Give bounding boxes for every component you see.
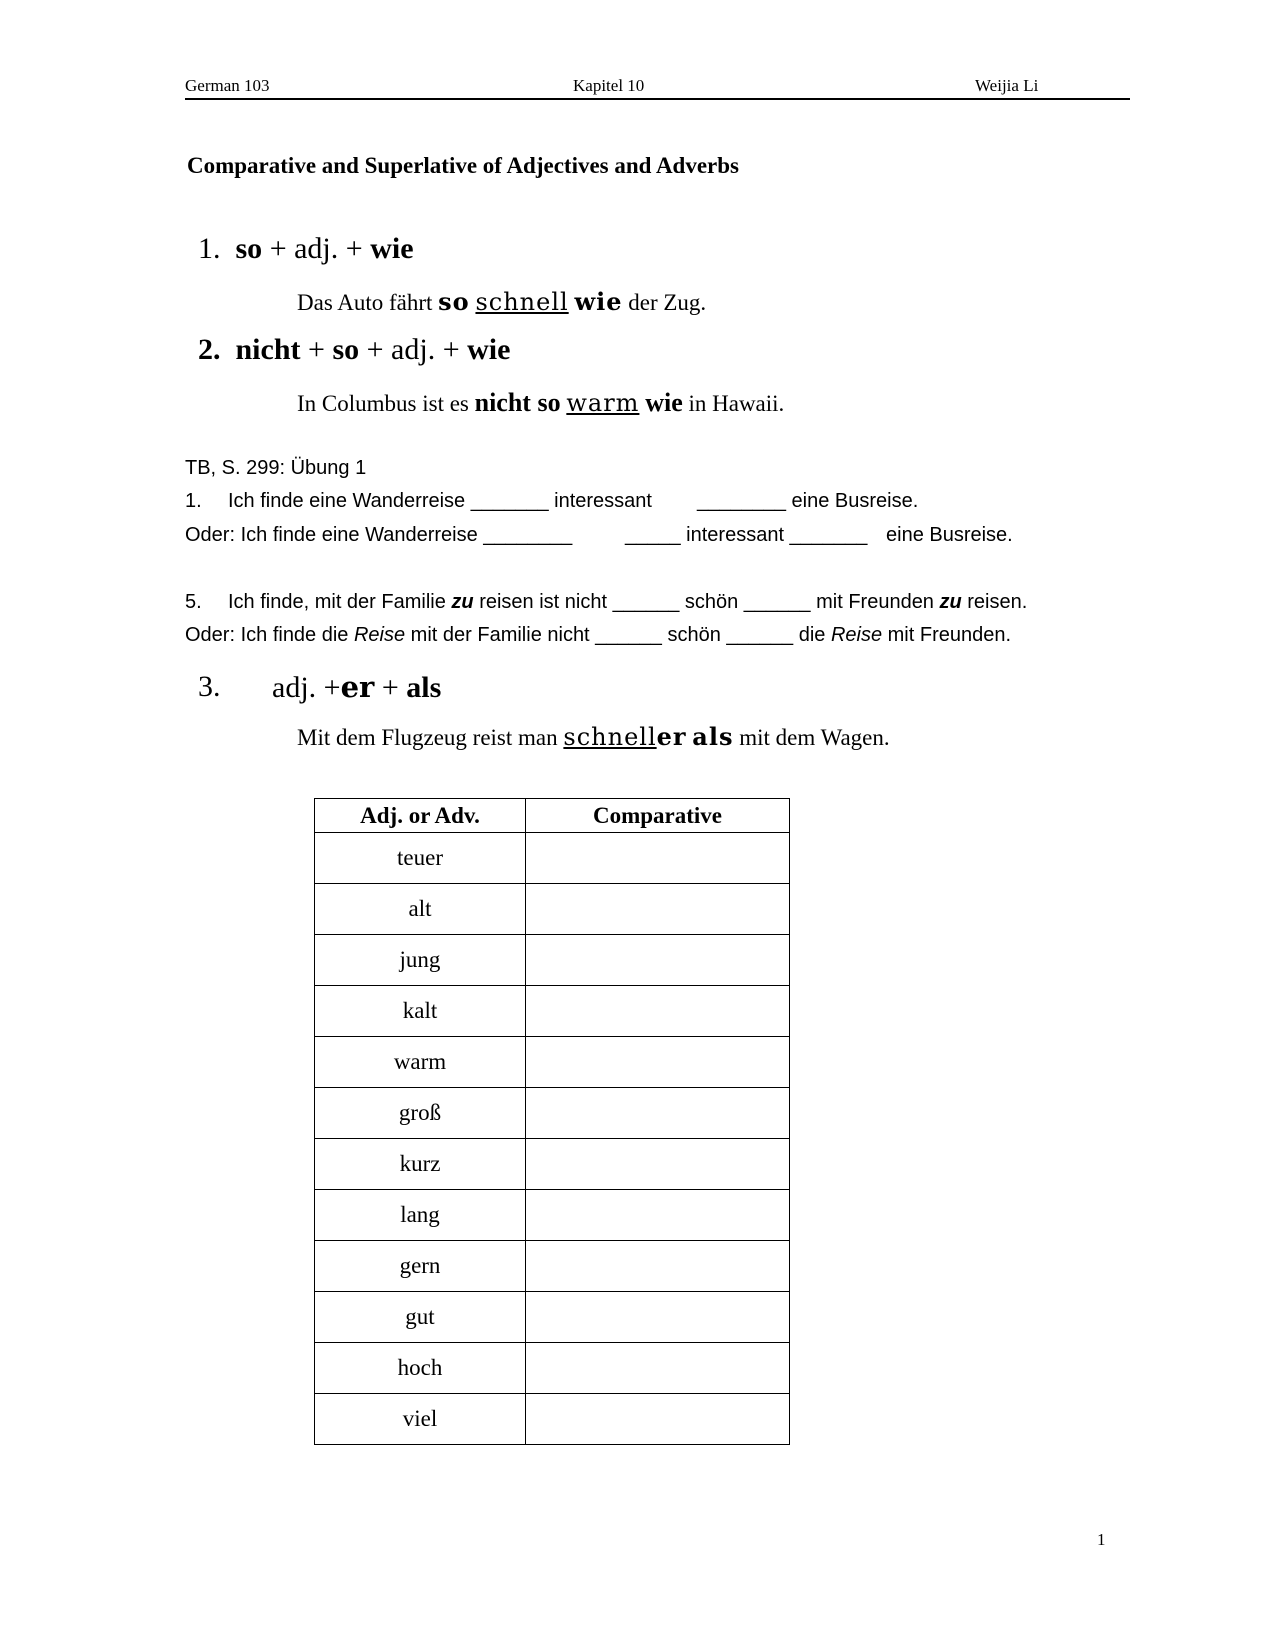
exercise-5-zu-1: zu [451, 591, 474, 613]
rule-2-plus-2: + adj. + [359, 333, 468, 366]
comparative-answer-cell[interactable] [526, 1088, 790, 1139]
word-cell: gut [315, 1292, 526, 1343]
word-cell: alt [315, 884, 526, 935]
comparative-answer-cell[interactable] [526, 1343, 790, 1394]
rule-3-example-er: er [656, 722, 687, 751]
table-row [315, 1241, 790, 1292]
word-cell: lang [315, 1190, 526, 1241]
word-cell: teuer [315, 833, 526, 884]
rule-1-example-pre: Das Auto fährt [297, 290, 439, 315]
comparative-answer-cell[interactable] [526, 986, 790, 1037]
header-chapter: Kapitel 10 [573, 76, 645, 95]
table-row [315, 1190, 790, 1241]
word-cell: gern [315, 1241, 526, 1292]
table-row [315, 1343, 790, 1394]
page-title: Comparative and Superlative of Adjectives and Adverbs [187, 153, 739, 178]
header-author: Weijia Li [975, 76, 1039, 95]
rule-1-example [297, 287, 706, 316]
table-row [315, 1394, 790, 1445]
exercise-5-alt-part-a: Oder: Ich finde die [185, 624, 354, 646]
exercise-1-number: 1. [185, 490, 202, 512]
exercise-5-part-a: Ich finde, mit der Familie [228, 591, 452, 613]
table-row [315, 1139, 790, 1190]
exercise-5-sentence [228, 591, 1027, 614]
word-cell: kalt [315, 986, 526, 1037]
word-cell: hoch [315, 1343, 526, 1394]
exercise-5-number: 5. [185, 591, 202, 613]
rule-2-example [297, 388, 784, 418]
rule-3-heading [272, 670, 441, 705]
rule-3-adj: adj. + [272, 671, 341, 704]
comparative-answer-cell[interactable] [526, 833, 790, 884]
column-header-comparative: Comparative [526, 799, 790, 833]
table-row [315, 1088, 790, 1139]
rule-1-so: so [235, 232, 263, 265]
word-cell: groß [315, 1088, 526, 1139]
rule-2-example-wie: wie [645, 388, 683, 417]
rule-1-plus: + adj. + [262, 232, 371, 265]
word-cell: viel [315, 1394, 526, 1445]
comparative-answer-cell[interactable] [526, 1394, 790, 1445]
column-header-adj-adv: Adj. or Adv. [315, 799, 526, 833]
exercise-5-zu-2: zu [939, 591, 962, 613]
rule-2-so: so [332, 333, 360, 366]
table-header-row [315, 799, 790, 833]
exercise-1-part-a: Ich finde eine Wanderreise _______ interessant [228, 490, 652, 512]
header-rule [185, 98, 1130, 100]
rule-3-example-stem: schnell [563, 723, 657, 751]
rule-1-example-wie: wie [574, 287, 623, 316]
rule-2-example-nicht-so: nicht so [474, 388, 561, 417]
comparative-answer-cell[interactable] [526, 935, 790, 986]
comparative-answer-cell[interactable] [526, 884, 790, 935]
table-row [315, 986, 790, 1037]
rule-1-number: 1. [198, 232, 221, 265]
rule-2-heading [198, 333, 510, 367]
rule-1-wie: wie [370, 232, 414, 265]
exercise-5-alt-reise-2: Reise [830, 624, 883, 646]
rule-3-als: als [406, 671, 442, 704]
word-cell: jung [315, 935, 526, 986]
rule-2-example-pre: In Columbus ist es [297, 391, 475, 416]
rule-2-nicht: nicht [235, 333, 301, 366]
exercise-5-alt-part-b: mit der Familie nicht ______ schön ______ die [405, 624, 831, 646]
rule-3-example-pre: Mit dem Flugzeug reist man [297, 725, 564, 750]
rule-1-example-post: der Zug. [622, 290, 707, 315]
table-row [315, 833, 790, 884]
exercise-5-part-c: reisen. [961, 591, 1028, 613]
exercise-5-alt-part-c: mit Freunden. [882, 624, 1012, 646]
header-course: German 103 [185, 76, 270, 95]
rule-3-example-post: mit dem Wagen. [733, 725, 890, 750]
exercise-1-part-b: ________ eine Busreise. [697, 490, 919, 512]
comparative-answer-cell[interactable] [526, 1139, 790, 1190]
rule-2-plus-1: + [300, 333, 333, 366]
rule-1-heading [198, 232, 414, 266]
rule-3-plus: + [374, 671, 407, 704]
comparative-table [314, 798, 790, 1445]
exercise-1-alt-part-b: _____ interessant _______ [625, 524, 868, 546]
exercise-reference: TB, S. 299: Übung 1 [185, 457, 367, 479]
comparative-answer-cell[interactable] [526, 1190, 790, 1241]
comparative-answer-cell[interactable] [526, 1241, 790, 1292]
table-row [315, 1292, 790, 1343]
rule-2-number: 2. [198, 333, 221, 366]
rule-1-example-so: so [438, 287, 470, 316]
exercise-1-alt-part-a: Oder: Ich finde eine Wanderreise ________ [185, 524, 573, 546]
exercise-5-alt-reise-1: Reise [353, 624, 406, 646]
rule-2-example-adj: warm [566, 389, 640, 417]
rule-3-er: er [340, 670, 375, 704]
page-number: 1 [1097, 1530, 1106, 1549]
comparative-answer-cell[interactable] [526, 1292, 790, 1343]
exercise-1-alt-part-c: eine Busreise. [886, 524, 1013, 546]
comparative-answer-cell[interactable] [526, 1037, 790, 1088]
rule-3-number: 3. [198, 670, 221, 703]
table-row [315, 884, 790, 935]
exercise-5-alt-sentence [185, 624, 1011, 647]
rule-2-example-post: in Hawaii. [682, 391, 785, 416]
table-row [315, 1037, 790, 1088]
table-row [315, 935, 790, 986]
exercise-5-part-b: reisen ist nicht ______ schön ______ mit Freunden [473, 591, 940, 613]
rule-2-wie: wie [467, 333, 511, 366]
word-cell: kurz [315, 1139, 526, 1190]
rule-3-example [297, 722, 890, 751]
rule-1-example-adj: schnell [475, 288, 569, 316]
rule-3-example-als: als [692, 722, 734, 751]
word-cell: warm [315, 1037, 526, 1088]
